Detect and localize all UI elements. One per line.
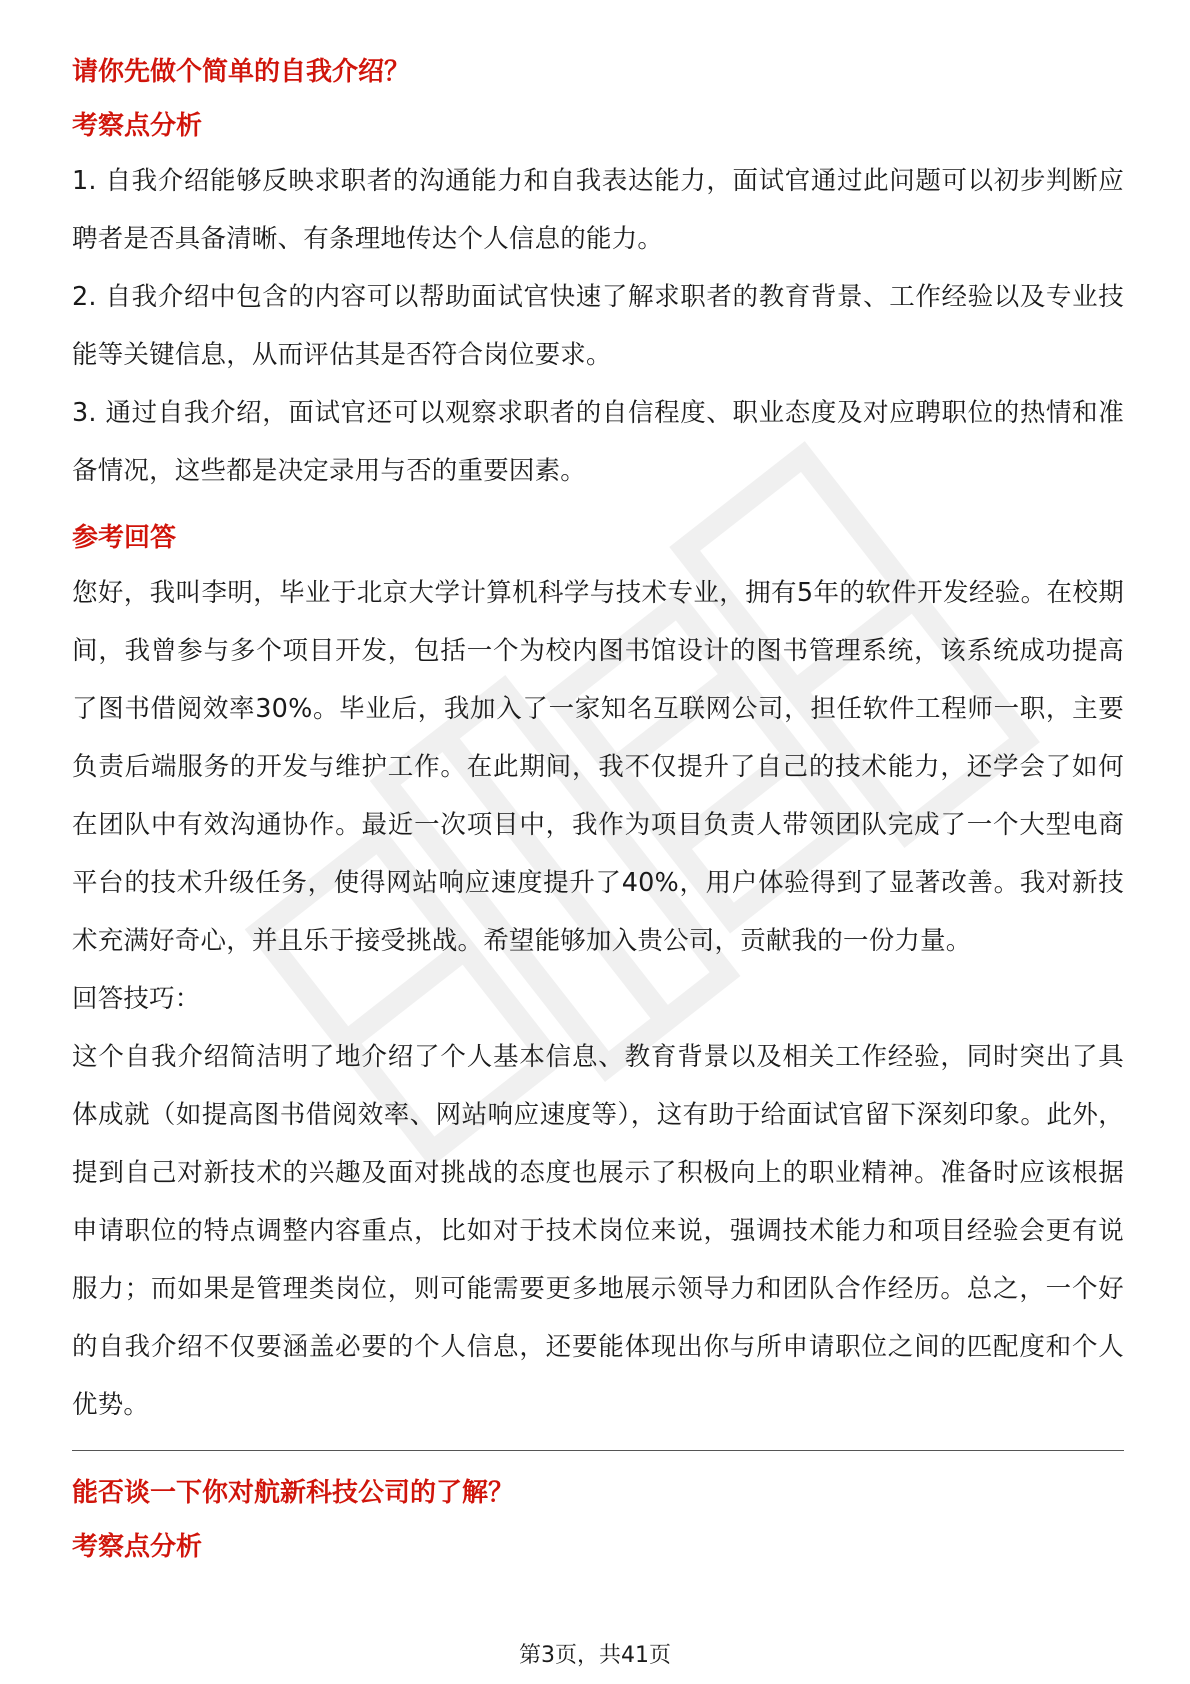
analysis-point-2: 2. 自我介绍中包含的内容可以帮助面试官快速了解求职者的教育背景、工作经验以及专业技能等关键信息，从而评估其是否符合岗位要求。 <box>72 282 1124 370</box>
answer-heading: 参考回答 <box>72 523 177 553</box>
analysis-point-1: 1. 自我介绍能够反映求职者的沟通能力和自我表达能力，面试官通过此问题可以初步判断应聘者是否具备清晰、有条理地传达个人信息的能力。 <box>72 166 1124 254</box>
document-page <box>72 52 1124 1573</box>
tips-text: 这个自我介绍简洁明了地介绍了个人基本信息、教育背景以及相关工作经验，同时突出了具体成就（如提高图书借阅效率、网站响应速度等），这有助于给面试官留下深刻印象。此外，提到自己对新技术的兴趣及面对挑战的态度也展示了积极向上的职业精神。准备时应该根据申请职位的特点调整内容重点，比如对于技术岗位来说，强调技术能力和项目经验会更有说服力；而如果是管理类岗位，则可能需要更多地展示领导力和团队合作经历。总之，一个好的自我介绍不仅要涵盖必要的个人信息，还要能体现出你与所申请职位之间的匹配度和个人优势。 <box>72 1042 1124 1420</box>
analysis-heading-1: 考察点分析 <box>72 111 203 141</box>
tips-label: 回答技巧： <box>72 984 201 1014</box>
answer-text: 您好，我叫李明，毕业于北京大学计算机科学与技术专业，拥有5年的软件开发经验。在校期间，我曾参与多个项目开发，包括一个为校内图书馆设计的图书管理系统，该系统成功提高了图书借阅效率30%。毕业后，我加入了一家知名互联网公司，担任软件工程师一职，主要负责后端服务的开发与维护工作。在此期间，我不仅提升了自己的技术能力，还学会了如何在团队中有效沟通协作。最近一次项目中，我作为项目负责人带领团队完成了一个大型电商平台的技术升级任务，使得网站响应速度提升了40%，用户体验得到了显著改善。我对新技术充满好奇心，并且乐于接受挑战。希望能够加入贵公司，贡献我的一份力量。 <box>72 578 1124 956</box>
analysis-heading-2: 考察点分析 <box>72 1532 203 1562</box>
question-title-2: 能否谈一下你对航新科技公司的了解？ <box>72 1478 515 1508</box>
page-number: 第3页，共41页 <box>519 1643 671 1668</box>
section-divider <box>72 1450 1124 1451</box>
question-title-1: 请你先做个简单的自我介绍？ <box>72 57 411 87</box>
analysis-point-3: 3. 通过自我介绍，面试官还可以观察求职者的自信程度、职业态度及对应聘职位的热情和准备情况，这些都是决定录用与否的重要因素。 <box>72 398 1124 486</box>
